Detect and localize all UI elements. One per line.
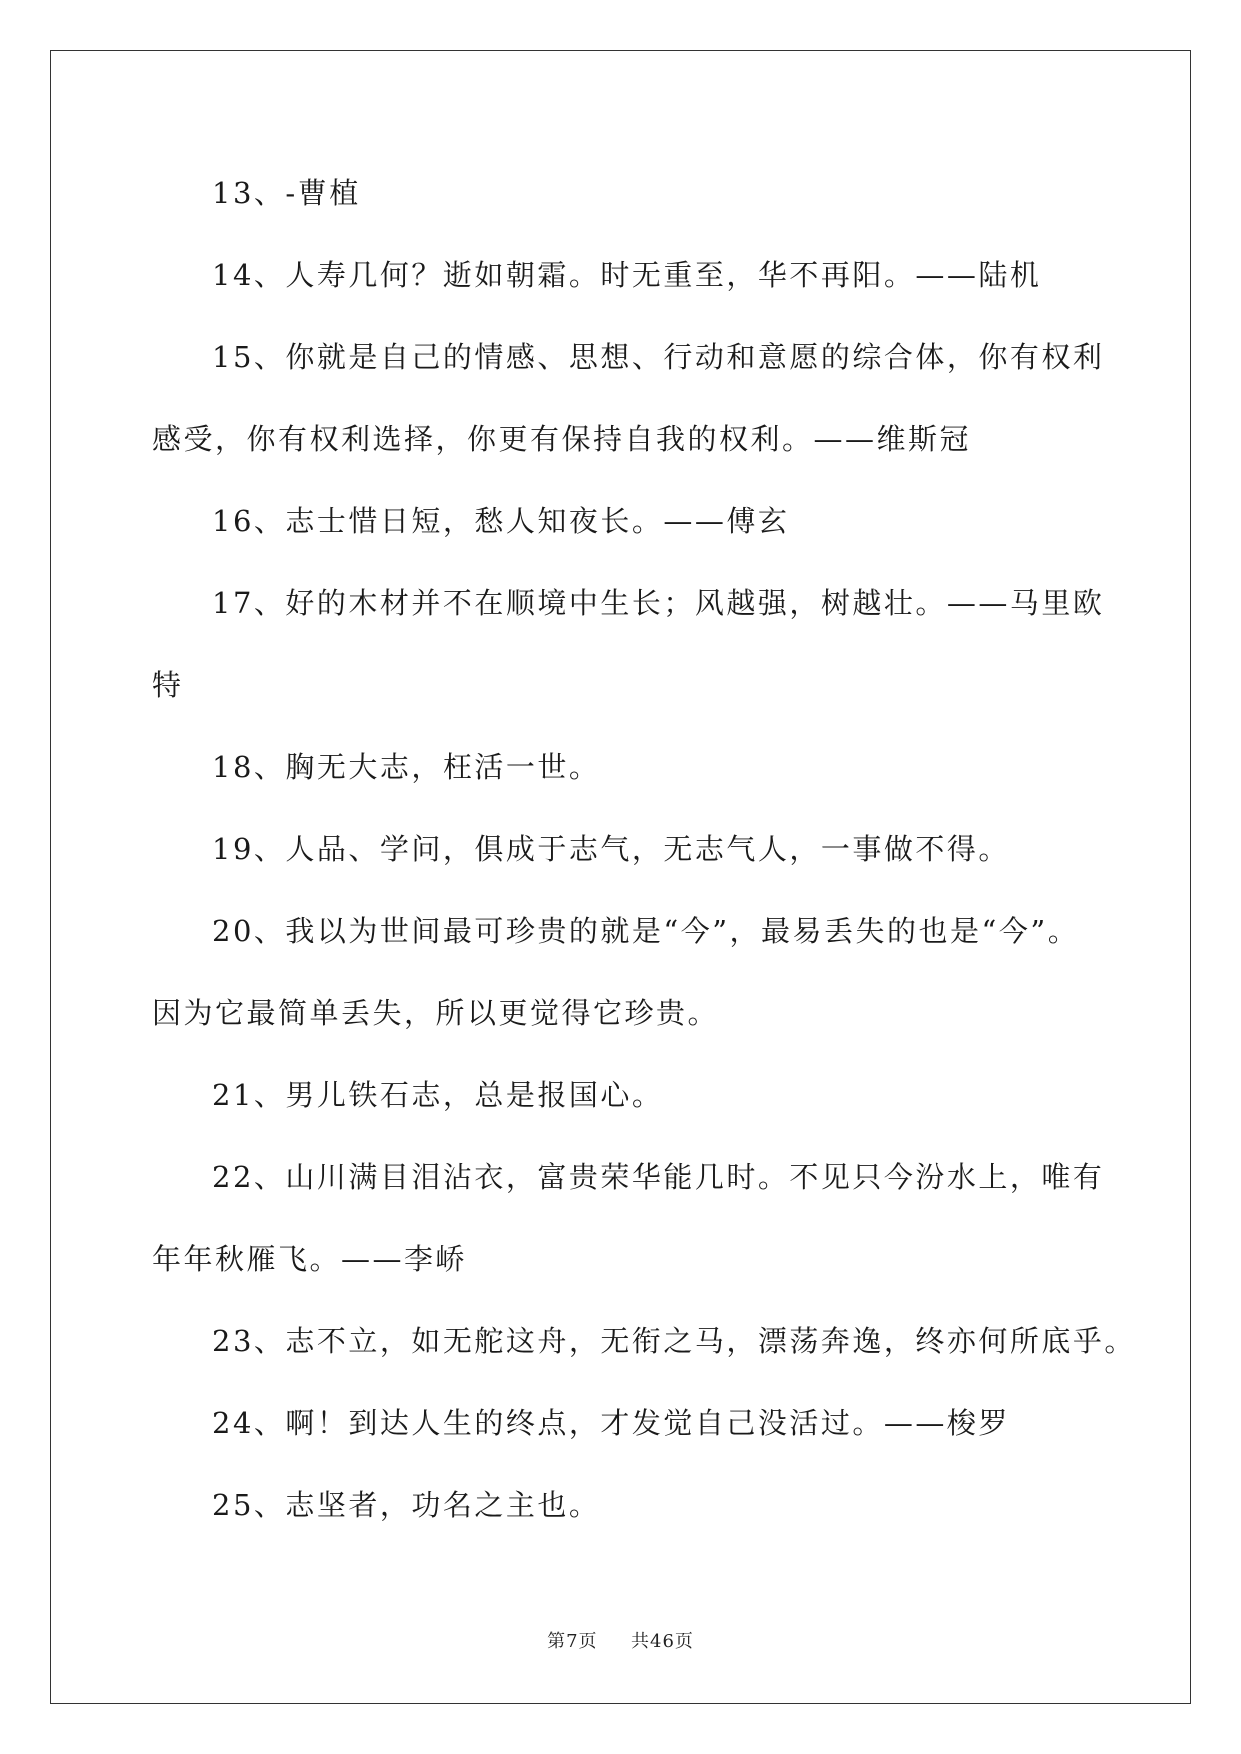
quote-15-line-1: 15、你就是自己的情感、思想、行动和意愿的综合体，你有权利 — [212, 340, 1105, 374]
quote-24: 24、啊！到达人生的终点，才发觉自己没活过。——梭罗 — [212, 1406, 1010, 1440]
quote-20-line-2: 因为它最简单丢失，所以更觉得它珍贵。 — [152, 996, 720, 1030]
quote-19: 19、人品、学问，俱成于志气，无志气人，一事做不得。 — [212, 832, 1010, 866]
page-footer — [0, 1627, 1241, 1653]
quote-21: 21、男儿铁石志，总是报国心。 — [212, 1078, 664, 1112]
quote-17-line-1: 17、好的木材并不在顺境中生长；风越强，树越壮。——马里欧 — [212, 586, 1105, 620]
quote-17-line-2: 特 — [152, 668, 184, 702]
quote-15-line-2: 感受，你有权利选择，你更有保持自我的权利。——维斯冠 — [152, 422, 972, 456]
quote-23: 23、志不立，如无舵这舟，无衔之马，漂荡奔逸，终亦何所底乎。 — [212, 1324, 1136, 1358]
quote-14: 14、人寿几何？逝如朝霜。时无重至，华不再阳。——陆机 — [212, 258, 1042, 292]
quote-20-line-1: 20、我以为世间最可珍贵的就是“今”，最易丢失的也是“今”。 — [212, 914, 1080, 948]
quote-22-line-2: 年年秋雁飞。——李峤 — [152, 1242, 468, 1276]
quote-22-line-1: 22、山川满目泪沾衣，富贵荣华能几时。不见只今汾水上，唯有 — [212, 1160, 1105, 1194]
quote-13: 13、-曹植 — [212, 176, 361, 210]
page-number: 第7页 — [547, 1631, 598, 1652]
quote-16: 16、志士惜日短，愁人知夜长。——傅玄 — [212, 504, 790, 538]
page-total: 共46页 — [631, 1631, 694, 1652]
quote-25: 25、志坚者，功名之主也。 — [212, 1488, 601, 1522]
quote-18: 18、胸无大志，枉活一世。 — [212, 750, 601, 784]
